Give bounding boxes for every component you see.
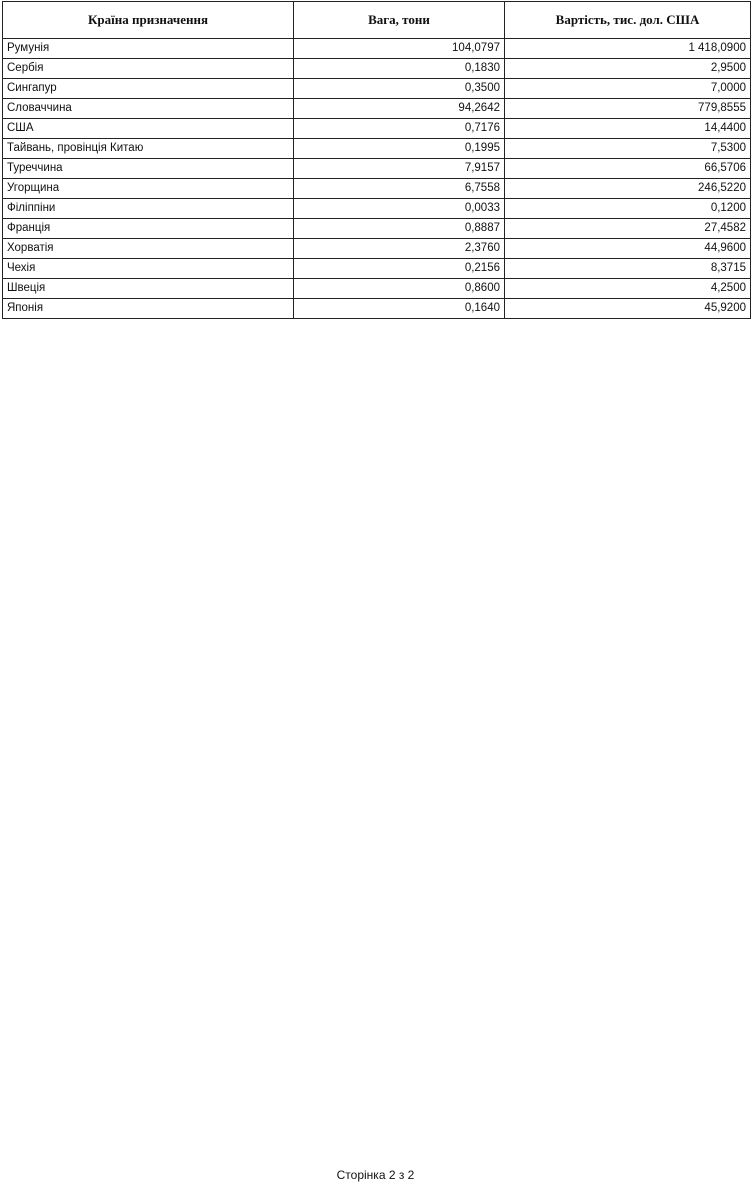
cell-weight: 0,2156 (294, 259, 505, 279)
cell-value: 7,0000 (505, 79, 751, 99)
cell-weight: 0,0033 (294, 199, 505, 219)
cell-value: 14,4400 (505, 119, 751, 139)
cell-weight: 0,8887 (294, 219, 505, 239)
table-body (3, 39, 751, 319)
table-row (3, 99, 751, 119)
cell-value: 45,9200 (505, 299, 751, 319)
table-row (3, 259, 751, 279)
cell-country: Японія (3, 299, 294, 319)
cell-weight: 94,2642 (294, 99, 505, 119)
table-row (3, 39, 751, 59)
cell-weight: 7,9157 (294, 159, 505, 179)
cell-country: Румунія (3, 39, 294, 59)
cell-weight: 0,3500 (294, 79, 505, 99)
table-row (3, 199, 751, 219)
cell-weight: 0,8600 (294, 279, 505, 299)
table-row (3, 119, 751, 139)
cell-value: 66,5706 (505, 159, 751, 179)
cell-value: 27,4582 (505, 219, 751, 239)
table-header-row (3, 2, 751, 39)
cell-value: 7,5300 (505, 139, 751, 159)
table-row (3, 279, 751, 299)
table-row (3, 79, 751, 99)
cell-weight: 0,7176 (294, 119, 505, 139)
header-weight: Вага, тони (294, 2, 505, 39)
cell-weight: 0,1830 (294, 59, 505, 79)
cell-country: Сингапур (3, 79, 294, 99)
cell-weight: 0,1640 (294, 299, 505, 319)
cell-value: 0,1200 (505, 199, 751, 219)
cell-country: Чехія (3, 259, 294, 279)
cell-value: 8,3715 (505, 259, 751, 279)
cell-value: 4,2500 (505, 279, 751, 299)
cell-value: 779,8555 (505, 99, 751, 119)
cell-country: Швеція (3, 279, 294, 299)
cell-country: Хорватія (3, 239, 294, 259)
header-country: Країна призначення (3, 2, 294, 39)
table-row (3, 219, 751, 239)
cell-value: 2,9500 (505, 59, 751, 79)
table-row (3, 179, 751, 199)
export-table (2, 1, 751, 319)
header-value: Вартість, тис. дол. США (505, 2, 751, 39)
cell-weight: 2,3760 (294, 239, 505, 259)
cell-weight: 104,0797 (294, 39, 505, 59)
cell-weight: 6,7558 (294, 179, 505, 199)
cell-value: 44,9600 (505, 239, 751, 259)
cell-country: Словаччина (3, 99, 294, 119)
cell-country: Угорщина (3, 179, 294, 199)
table-row (3, 159, 751, 179)
cell-value: 246,5220 (505, 179, 751, 199)
cell-country: Туреччина (3, 159, 294, 179)
cell-value: 1 418,0900 (505, 39, 751, 59)
cell-country: Сербія (3, 59, 294, 79)
cell-country: Філіппіни (3, 199, 294, 219)
cell-country: Франція (3, 219, 294, 239)
cell-weight: 0,1995 (294, 139, 505, 159)
table-row (3, 239, 751, 259)
cell-country: Тайвань, провінція Китаю (3, 139, 294, 159)
page-number-footer: Сторінка 2 з 2 (336, 1168, 415, 1182)
table-row (3, 299, 751, 319)
table-row (3, 59, 751, 79)
table-row (3, 139, 751, 159)
cell-country: США (3, 119, 294, 139)
